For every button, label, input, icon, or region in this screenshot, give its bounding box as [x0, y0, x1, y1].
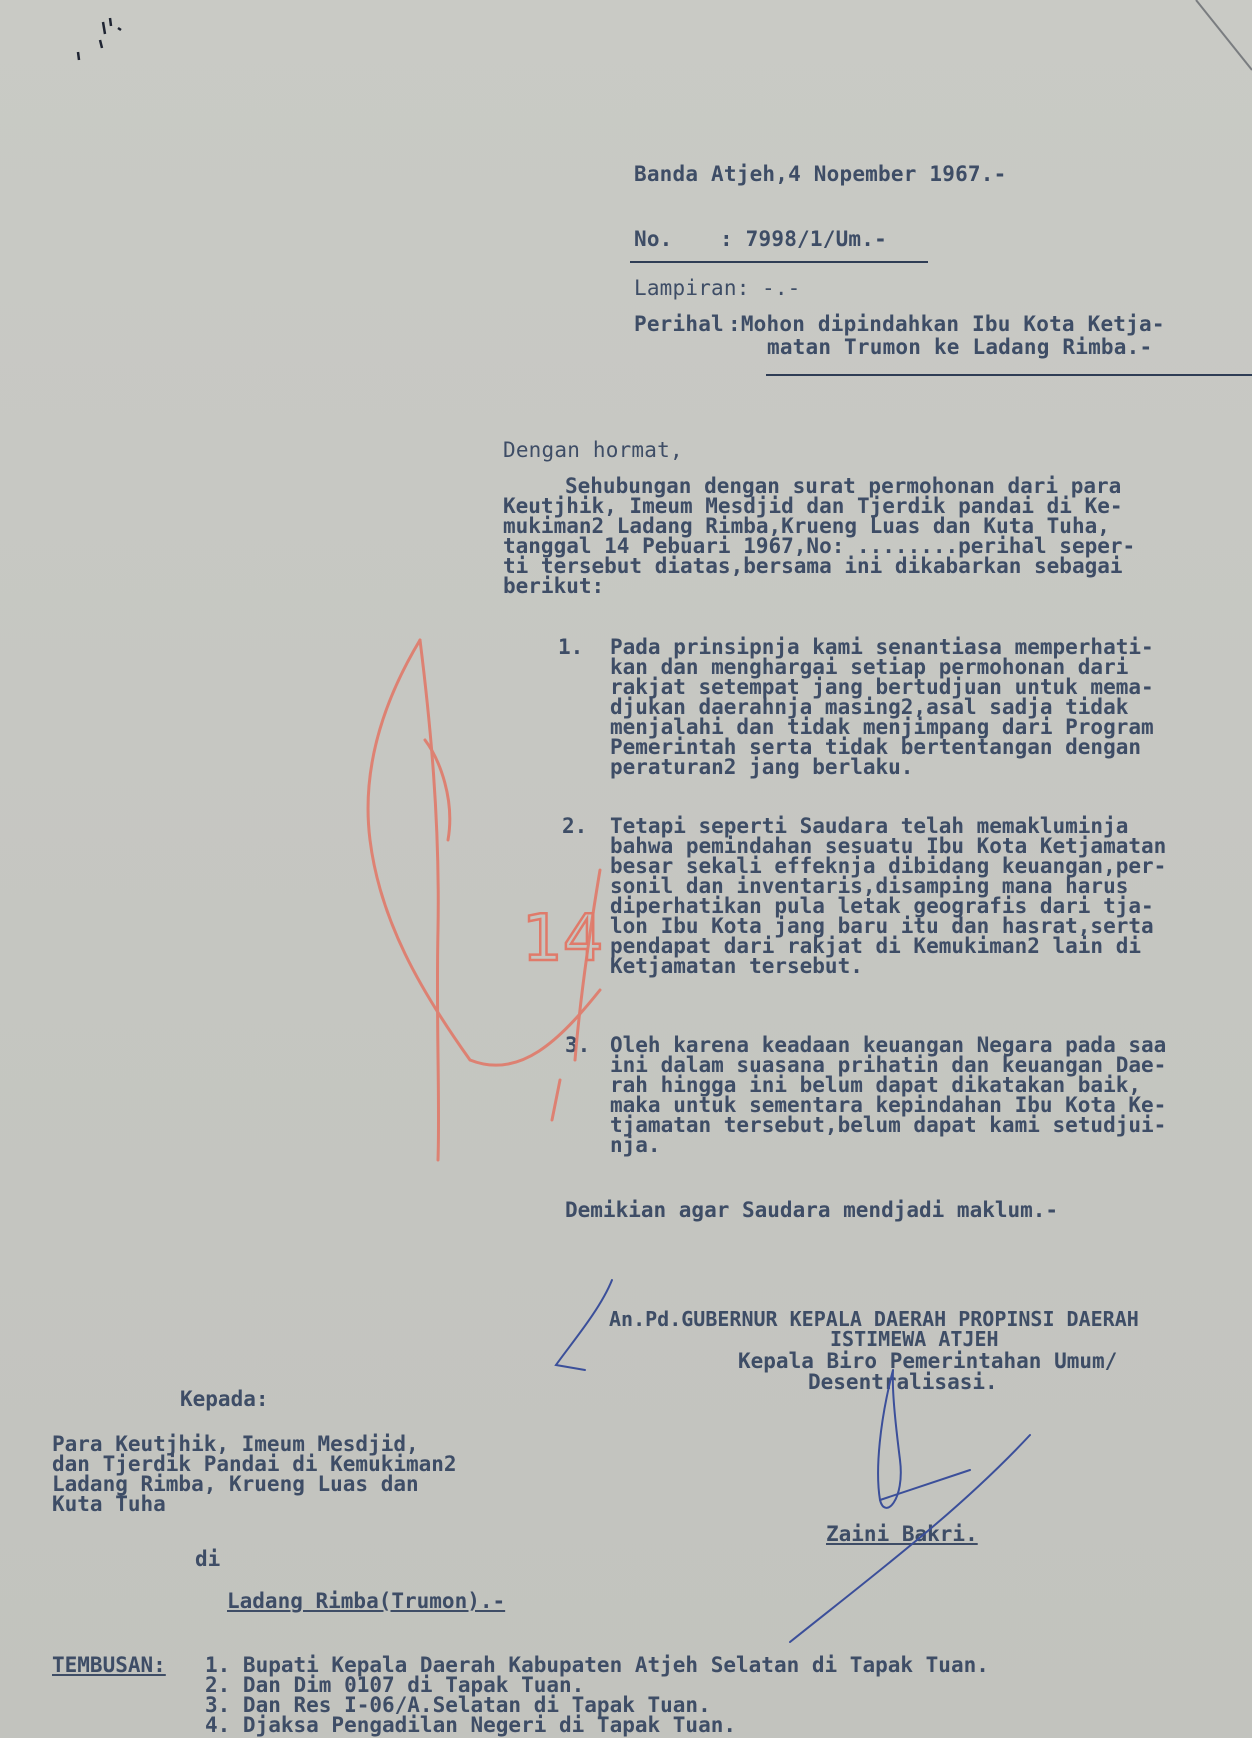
- signature-title-3: Kepala Biro Pemerintahan Umum/: [738, 1349, 1118, 1373]
- addressee-line: Ladang Rimba, Krueng Luas dan: [52, 1472, 419, 1496]
- closing-line: Demikian agar Saudara mendjadi maklum.-: [565, 1198, 1059, 1222]
- place-date: Banda Atjeh,4 Nopember 1967.-: [634, 162, 1007, 186]
- red-annotation-number: 14: [522, 902, 604, 976]
- intro-line: mukiman2 Ladang Rimba,Krueng Luas dan Kuta Tuha,: [503, 514, 1110, 538]
- point-3-line: rah hingga ini belum dapat dikatakan baik,: [610, 1073, 1142, 1097]
- addressee-place: Ladang Rimba(Trumon).-: [227, 1589, 506, 1613]
- addressee-label: Kepada:: [180, 1387, 269, 1411]
- intro-line: Keutjhik, Imeum Mesdjid dan Tjerdik pandai di Ke-: [503, 494, 1123, 518]
- lampiran-label: Lampiran:: [634, 276, 750, 300]
- point-2-line: lon Ibu Kota jang baru itu dan hasrat,serta: [610, 914, 1154, 938]
- addressee-line: dan Tjerdik Pandai di Kemukiman2: [52, 1452, 457, 1476]
- intro-line: berikut:: [503, 574, 605, 598]
- point-2-line: Tetapi seperti Saudara telah memakluminja: [610, 814, 1129, 838]
- point-1-line: rakjat setempat jang bertudjuan untuk mema-: [610, 675, 1154, 699]
- point-1-line: kan dan menghargai setiap permohonan dari: [610, 655, 1129, 679]
- point-number-3: 3.: [565, 1033, 591, 1057]
- point-1-line: peraturan2 jang berlaku.: [610, 755, 914, 779]
- intro-line: Sehubungan dengan surat permohonan dari para: [565, 474, 1122, 498]
- point-3-line: maka untuk sementara kepindahan Ibu Kota Ke-: [610, 1093, 1167, 1117]
- lampiran-value: -.-: [762, 276, 801, 300]
- perihal-line-1: :Mohon dipindahkan Ibu Kota Ketja-: [728, 312, 1165, 336]
- signatory-name: Zaini Bakri.: [826, 1522, 978, 1546]
- point-2-line: besar sekali effeknja dibidang keuangan,per-: [610, 854, 1167, 878]
- point-1-line: Pemerintah serta tidak bertentangan dengan: [610, 735, 1142, 759]
- addressee-di: di: [195, 1547, 221, 1571]
- tembusan-label: TEMBUSAN:: [52, 1653, 166, 1677]
- point-1-line: Pada prinsipnja kami senantiasa memperhati-: [610, 635, 1154, 659]
- point-2-line: sonil dan inventaris,disamping mana harus: [610, 874, 1129, 898]
- intro-line: ti tersebut diatas,bersama ini dikabarkan sebagai: [503, 554, 1123, 578]
- addressee-line: Kuta Tuha: [52, 1492, 166, 1516]
- tembusan-item: 3. Dan Res I-06/A.Selatan di Tapak Tuan.: [205, 1693, 711, 1717]
- point-2-line: pendapat dari rakjat di Kemukiman2 lain di: [610, 934, 1142, 958]
- intro-line: tanggal 14 Pebuari 1967,No: ........perihal seper-: [503, 534, 1136, 558]
- tembusan-item: 2. Dan Dim 0107 di Tapak Tuan.: [205, 1673, 585, 1697]
- point-2-line: diperhatikan pula letak geografis dari tja-: [610, 894, 1154, 918]
- tembusan-item: 4. Djaksa Pengadilan Negeri di Tapak Tuan.: [205, 1713, 737, 1737]
- point-number-2: 2.: [562, 814, 588, 838]
- point-2-line: Ketjamatan tersebut.: [610, 954, 863, 978]
- signature-title-4: Desentralisasi.: [808, 1370, 998, 1394]
- tembusan-item: 1. Bupati Kepala Daerah Kabupaten Atjeh Selatan di Tapak Tuan.: [205, 1653, 989, 1677]
- point-2-line: bahwa pemindahan sesuatu Ibu Kota Ketjamatan: [610, 834, 1167, 858]
- salutation: Dengan hormat,: [503, 438, 683, 462]
- point-3-line: ini dalam suasana prihatin dan keuangan Dae-: [610, 1053, 1167, 1077]
- point-3-line: nja.: [610, 1133, 661, 1157]
- perihal-label: Perihal: [634, 312, 724, 336]
- point-3-line: tjamatan tersebut,belum dapat kami setudjui-: [610, 1113, 1167, 1137]
- point-number-1: 1.: [558, 635, 584, 659]
- addressee-line: Para Keutjhik, Imeum Mesdjid,: [52, 1432, 419, 1456]
- number-value: : 7998/1/Um.-: [720, 227, 887, 251]
- number-label: No.: [634, 227, 673, 251]
- point-3-line: Oleh karena keadaan keuangan Negara pada saa: [610, 1033, 1167, 1057]
- point-1-line: menjalahi dan tidak menjimpang dari Program: [610, 715, 1154, 739]
- perihal-line-2: matan Trumon ke Ladang Rimba.-: [767, 335, 1153, 359]
- point-1-line: djukan daerahnja masing2,asal sadja tidak: [610, 695, 1129, 719]
- signature-title-1: An.Pd.GUBERNUR KEPALA DAERAH PROPINSI DAERAH: [609, 1307, 1139, 1331]
- signature-title-2: ISTIMEWA ATJEH: [830, 1327, 999, 1351]
